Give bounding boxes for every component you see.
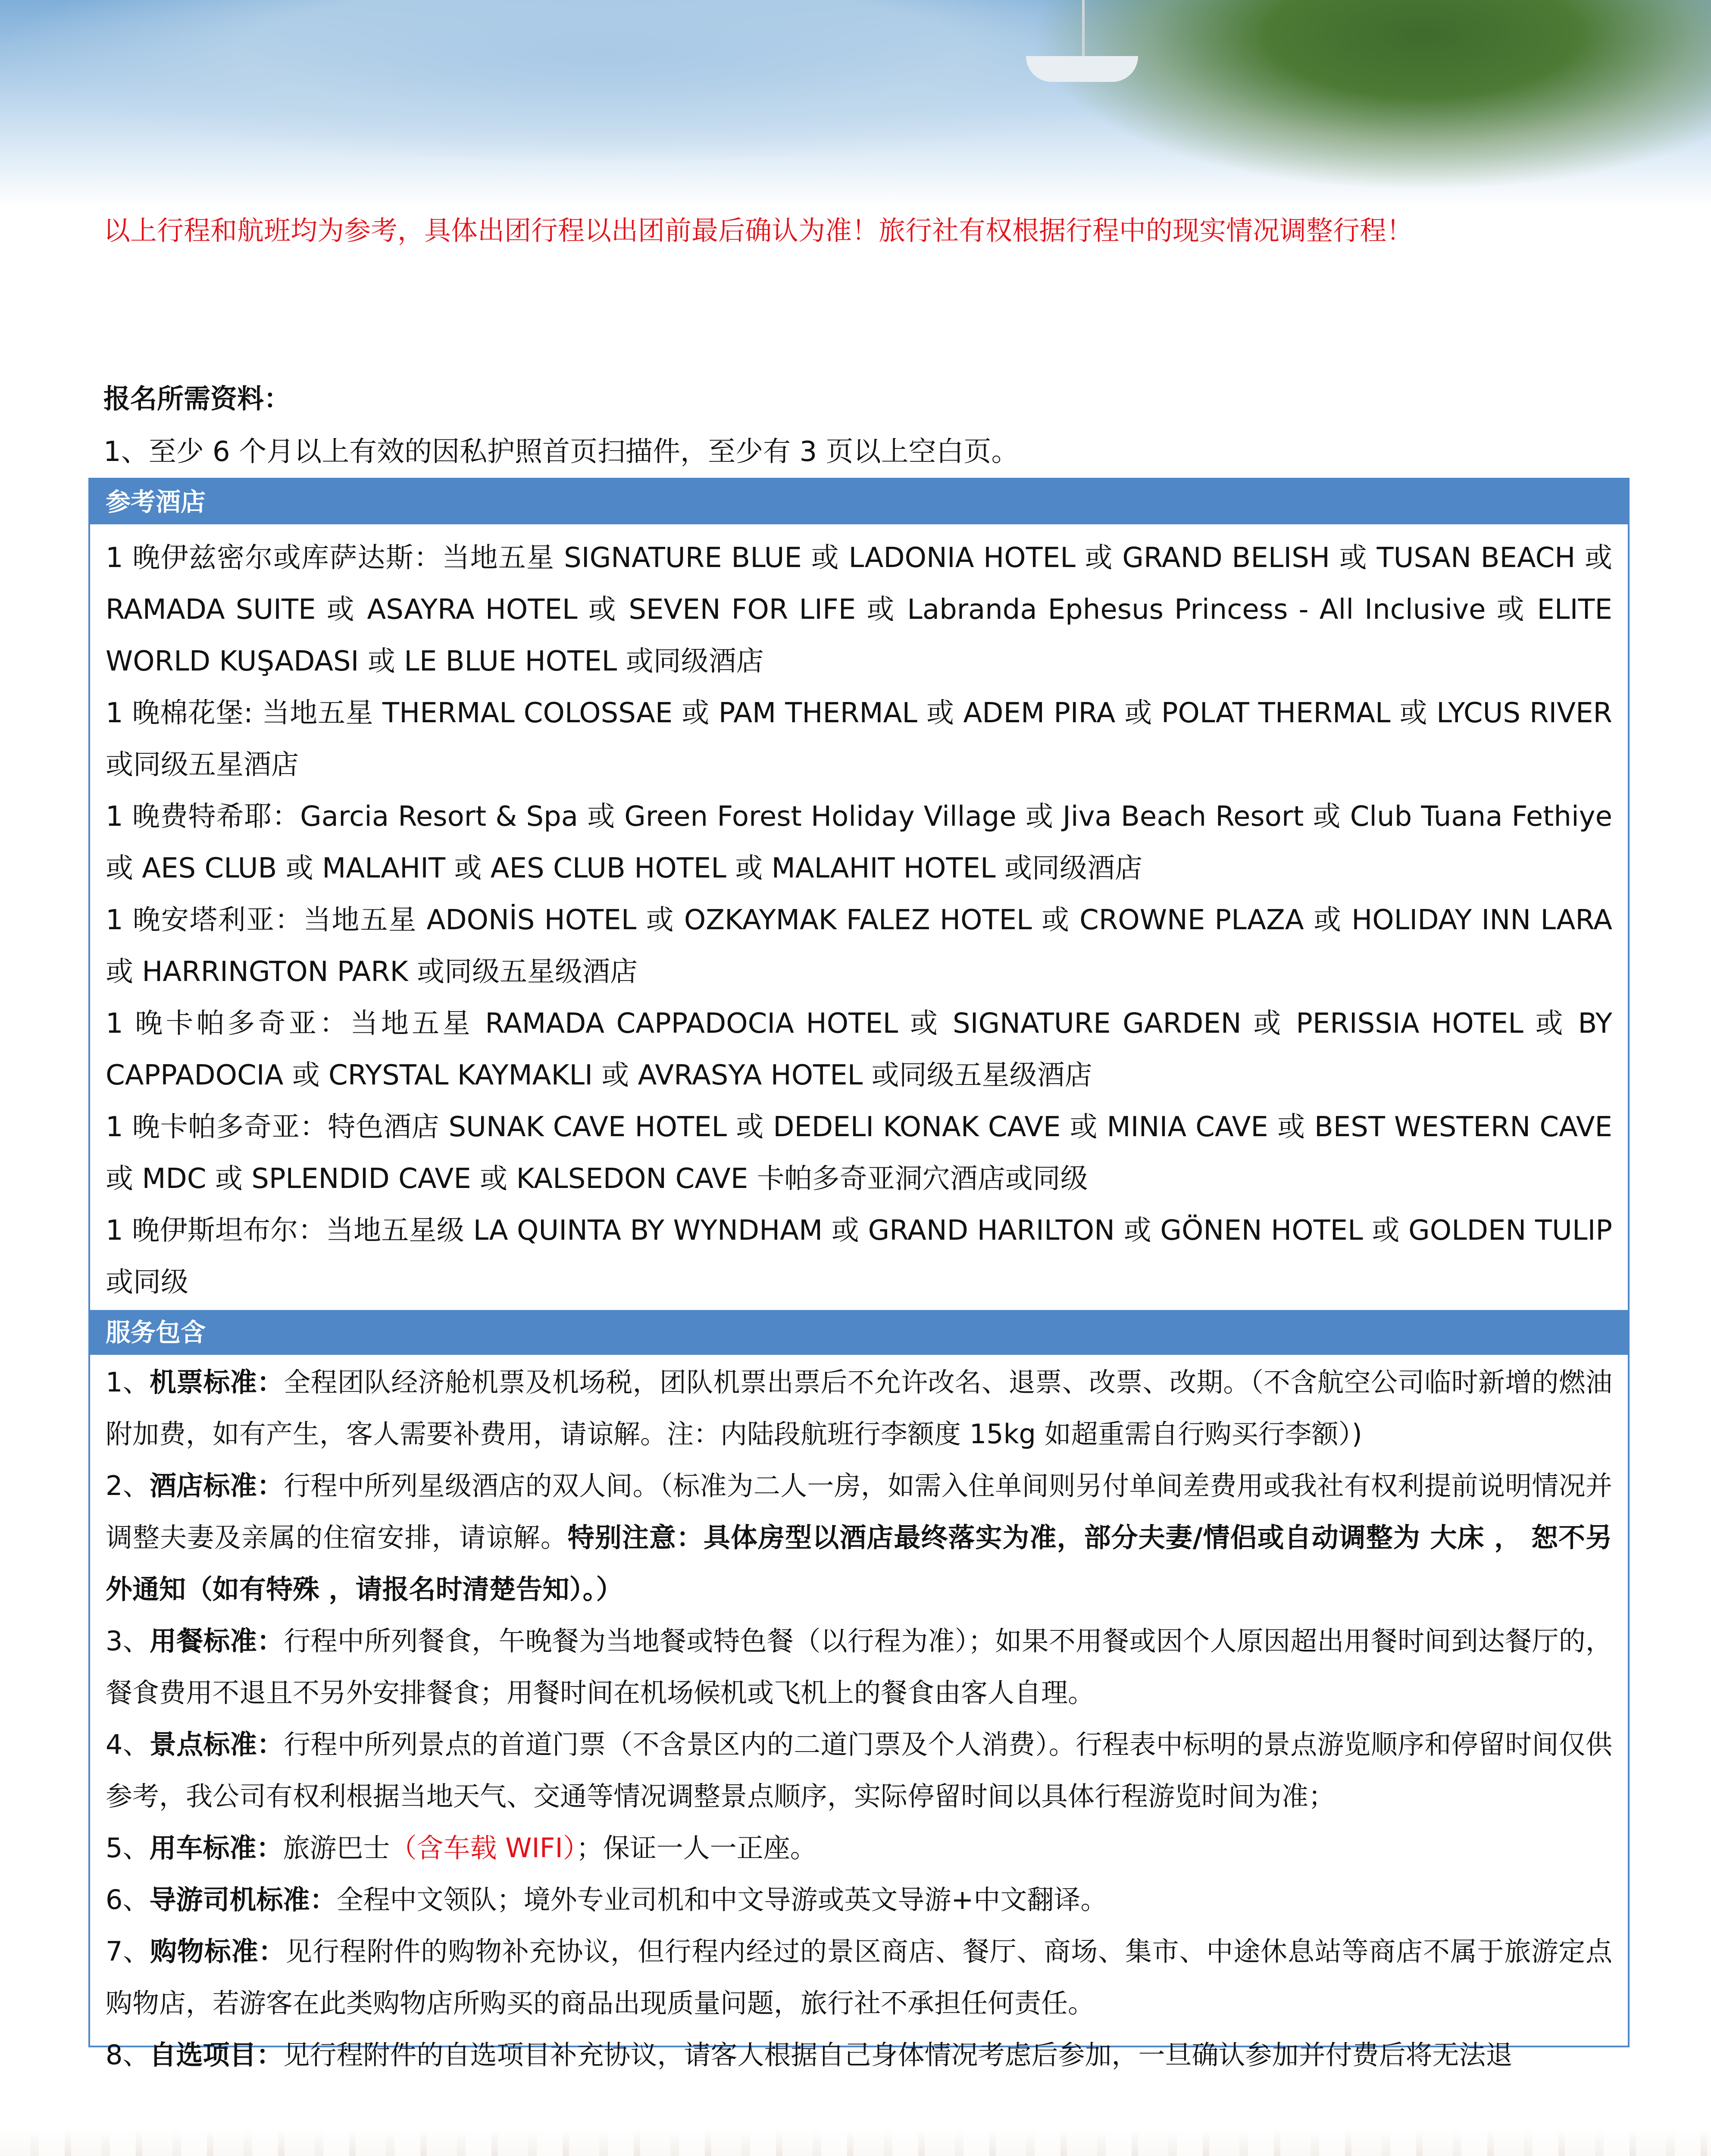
service-text: 行程中所列景点的首道门票（不含景区内的二道门票及个人消费）。行程表中标明的景点游览顺序和停留时间仅供参考，我公司有权利根据当地天气、交通等情况调整景点顺序，实际停留时间以具体行程游览时间为准； bbox=[106, 1729, 1612, 1812]
service-text: 行程中所列星级酒店的双人间。（标准为二人一房，如需入住单间则另付单间差费用或我社有权利提前说明情况并调整夫妻及亲属的住宿安排，请谅解。 bbox=[106, 1470, 1612, 1553]
service-number: 1、 bbox=[106, 1366, 150, 1398]
hotel-item: 1 晚安塔利亚：当地五星 ADONİS HOTEL 或 OZKAYMAK FALEZ HOTEL 或 CROWNE PLAZA 或 HOLIDAY INN LARA 或 HARRINGTON PARK 或同级五星级酒店 bbox=[106, 904, 1612, 988]
service-text-tail: ；保证一人一正座。 bbox=[576, 1832, 817, 1864]
service-number: 3、 bbox=[106, 1625, 150, 1657]
sailboat-mast bbox=[1082, 0, 1085, 60]
service-label: 景点标准： bbox=[149, 1729, 284, 1760]
service-text: 行程中所列餐食，午晚餐为当地餐或特色餐（以行程为准）；如果不用餐或因个人原因超出用餐时间到达餐厅的，餐食费用不退且不另外安排餐食；用餐时间在机场候机或飞机上的餐食由客人自理。 bbox=[106, 1625, 1612, 1708]
service-label: 购物标准： bbox=[150, 1936, 286, 1967]
wifi-highlight: （含车载 WIFI） bbox=[390, 1832, 576, 1864]
disclaimer-notice: 以上行程和航班均为参考，具体出团行程以出团前最后确认为准！旅行社有权根据行程中的现实情况调整行程！ bbox=[103, 215, 1414, 246]
hotels-section-header: 参考酒店 bbox=[90, 479, 1628, 524]
service-item-optional bbox=[106, 2029, 1612, 2081]
service-number: 5、 bbox=[106, 1832, 150, 1864]
service-label: 自选项目： bbox=[149, 2039, 283, 2071]
service-text: 全程中文领队；境外专业司机和中文导游或英文导游+中文翻译。 bbox=[336, 1884, 1107, 1915]
service-label: 用车标准： bbox=[149, 1832, 283, 1864]
bottom-scenery-banner bbox=[0, 2130, 1711, 2156]
services-section-header: 服务包含 bbox=[90, 1310, 1628, 1355]
service-label: 导游司机标准： bbox=[149, 1884, 337, 1915]
hotel-item: 1 晚卡帕多奇亚：特色酒店 SUNAK CAVE HOTEL 或 DEDELI KONAK CAVE 或 MINIA CAVE 或 BEST WESTERN CAVE 或 MDC 或 SPLENDID CAVE 或 KALSEDON CAVE 卡帕多奇亚洞穴酒店或同级 bbox=[106, 1111, 1612, 1195]
service-label: 酒店标准： bbox=[149, 1470, 284, 1501]
service-number: 8、 bbox=[106, 2039, 150, 2071]
service-text: 见行程附件的自选项目补充协议，请客人根据自己身体情况考虑后参加，一旦确认参加并付费后将无法退 bbox=[283, 2039, 1513, 2071]
service-list bbox=[90, 1355, 1628, 2081]
info-table bbox=[88, 478, 1630, 2071]
service-text: 旅游巴士 bbox=[283, 1832, 390, 1864]
hotel-item: 1 晚伊斯坦布尔：当地五星级 LA QUINTA BY WYNDHAM 或 GRAND HARILTON 或 GÖNEN HOTEL 或 GOLDEN TULIP 或同级 bbox=[106, 1215, 1612, 1298]
hotel-item: 1 晚伊兹密尔或库萨达斯：当地五星 SIGNATURE BLUE 或 LADONIA HOTEL 或 GRAND BELISH 或 TUSAN BEACH 或 RAMADA SUITE 或 ASAYRA HOTEL 或 SEVEN FOR LIFE 或 Labranda Ephesus Princess - All Inclusive 或 ELITE WORLD KUŞADASI 或 LE BLUE HOTEL 或同级酒店 bbox=[106, 542, 1612, 677]
hotel-list bbox=[90, 524, 1628, 1310]
signup-requirements-title: 报名所需资料： bbox=[103, 383, 291, 414]
service-text: 全程团队经济舱机票及机场税，团队机票出票后不允许改名、退票、改票、改期。（不含航空公司临时新增的燃油附加费，如有产生，客人需要补费用，请谅解。注：内陆段航班行李额度 15kg 如超重需自行购买行李额）) bbox=[106, 1366, 1612, 1450]
service-item-guide bbox=[106, 1874, 1612, 1926]
service-item-meals bbox=[106, 1615, 1612, 1719]
sailboat bbox=[1026, 56, 1138, 82]
service-item-hotel bbox=[106, 1460, 1612, 1615]
service-text: 见行程附件的购物补充协议，但行程内经过的景区商店、餐厅、商场、集市、中途休息站等商店不属于旅游定点购物店，若游客在此类购物店所购买的商品出现质量问题，旅行社不承担任何责任。 bbox=[106, 1936, 1612, 2019]
service-item-shopping bbox=[106, 1926, 1612, 2029]
service-label: 用餐标准： bbox=[149, 1625, 284, 1657]
top-scenery-banner bbox=[0, 0, 1711, 207]
service-label: 机票标准： bbox=[149, 1366, 284, 1398]
signup-requirement-passport: 1、至少 6 个月以上有效的因私护照首页扫描件，至少有 3 页以上空白页。 bbox=[103, 436, 1019, 468]
hotel-item: 1 晚卡帕多奇亚：当地五星 RAMADA CAPPADOCIA HOTEL 或 SIGNATURE GARDEN 或 PERISSIA HOTEL 或 BY CAPPADOCIA 或 CRYSTAL KAYMAKLI 或 AVRASYA HOTEL 或同级五星级酒店 bbox=[106, 1008, 1612, 1091]
service-item-transport bbox=[106, 1822, 1612, 1874]
service-item-attractions bbox=[106, 1719, 1612, 1822]
hotel-item: 1 晚棉花堡: 当地五星 THERMAL COLOSSAE 或 PAM THERMAL 或 ADEM PIRA 或 POLAT THERMAL 或 LYCUS RIVER 或同级五星酒店 bbox=[106, 697, 1612, 781]
service-number: 7、 bbox=[106, 1936, 150, 1967]
service-number: 2、 bbox=[106, 1470, 150, 1501]
service-special-note: 特别注意：具体房型以酒店最终落实为准，部分夫妻/情侣或自动调整为 大床 ， 恕不另外通知（如有特殊 ，请报名时清楚告知）。） bbox=[106, 1522, 1612, 1605]
service-number: 4、 bbox=[106, 1729, 150, 1760]
hotel-item: 1 晚费特希耶：Garcia Resort & Spa 或 Green Forest Holiday Village 或 Jiva Beach Resort 或 Club Tuana Fethiye 或 AES CLUB 或 MALAHIT 或 AES CLUB HOTEL 或 MALAHIT HOTEL 或同级酒店 bbox=[106, 801, 1612, 884]
service-item-airfare bbox=[106, 1357, 1612, 1460]
service-number: 6、 bbox=[106, 1884, 150, 1915]
